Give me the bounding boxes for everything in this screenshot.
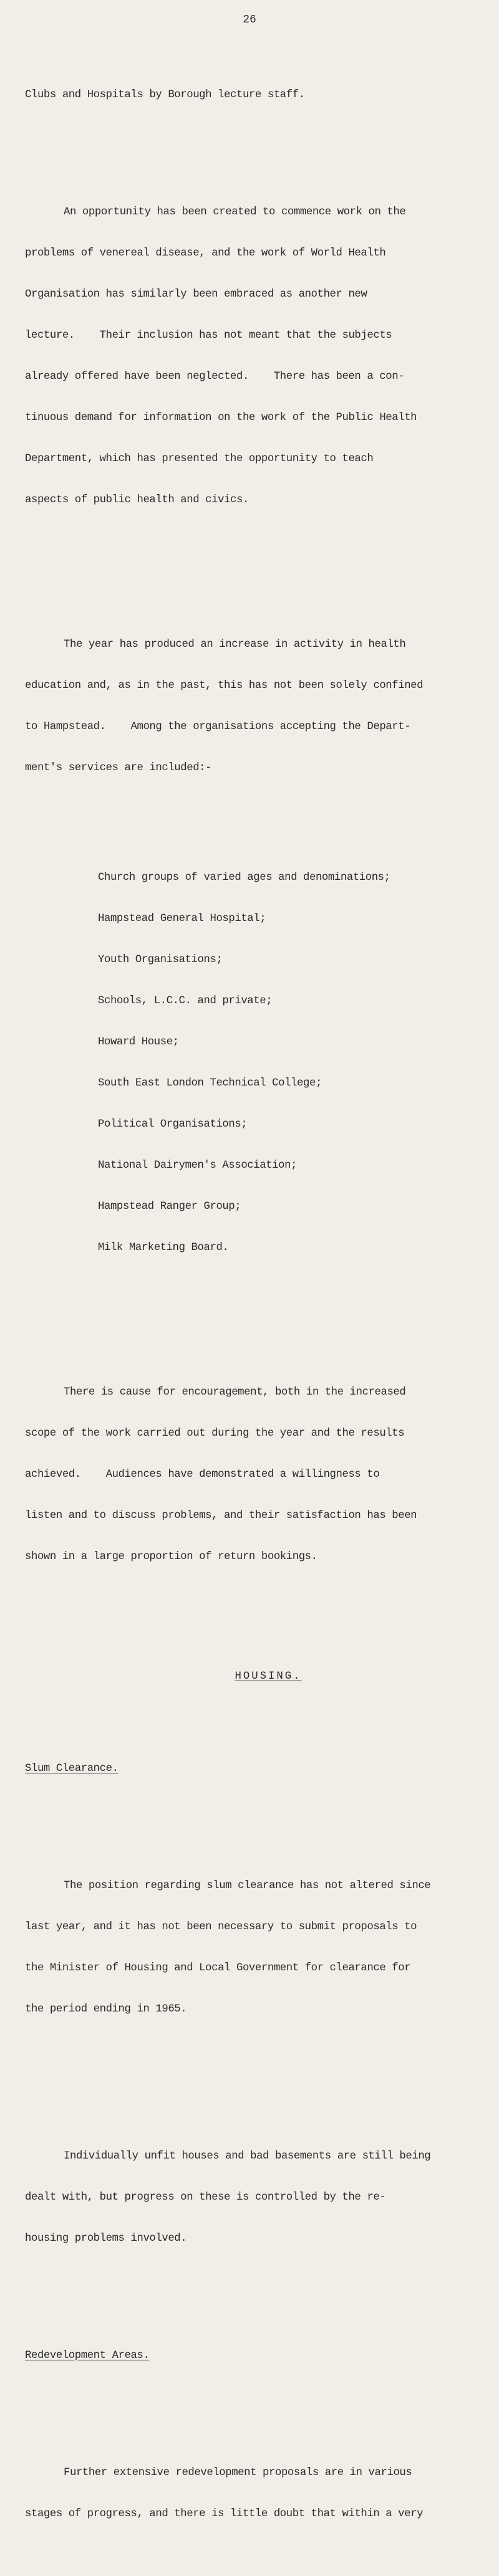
paragraph-line: Organisation has similarly been embraced as another new bbox=[25, 289, 367, 300]
list-item: Youth Organisations; bbox=[98, 954, 223, 966]
paragraph-line: Department, which has presented the opportunity to teach bbox=[25, 453, 374, 465]
list-item: Howard House; bbox=[98, 1036, 179, 1048]
paragraph-line: achieved. Audiences have demonstrated a willingness to bbox=[25, 1469, 380, 1481]
paragraph-redevelopment bbox=[25, 2439, 487, 2549]
paragraph-line: housing problems involved. bbox=[25, 2233, 187, 2244]
list-item: Schools, L.C.C. and private; bbox=[98, 995, 273, 1007]
paragraph-line: lecture. Their inclusion has not meant that the subjects bbox=[25, 330, 392, 341]
paragraph-line: tinuous demand for information on the work of the Public Health bbox=[25, 412, 417, 424]
paragraph-health-education bbox=[25, 611, 487, 803]
paragraph-unfit-houses bbox=[25, 2122, 487, 2273]
paragraph-venereal-disease bbox=[25, 178, 487, 535]
subheading-slum-clearance: Slum Clearance. bbox=[25, 1763, 119, 1775]
paragraph-line: last year, and it has not been necessary to submit proposals to bbox=[25, 1921, 417, 1933]
list-item: Hampstead General Hospital; bbox=[98, 913, 266, 925]
list-item: Hampstead Ranger Group; bbox=[98, 1201, 241, 1213]
paragraph-line: There is cause for encouragement, both in the increased bbox=[64, 1386, 406, 1398]
paragraph-line: education and, as in the past, this has not been solely confined bbox=[25, 680, 424, 692]
paragraph-line: dealt with, but progress on these is controlled by the re- bbox=[25, 2192, 386, 2203]
list-item: Church groups of varied ages and denominations; bbox=[98, 872, 390, 884]
paragraph-slum-clearance bbox=[25, 1852, 487, 2044]
list-item: National Dairymen's Association; bbox=[98, 1160, 298, 1171]
paragraph-line: The position regarding slum clearance has not altered since bbox=[64, 1880, 431, 1892]
paragraph-line: Individually unfit houses and bad basements are still being bbox=[64, 2150, 431, 2162]
subheading-redevelopment-areas: Redevelopment Areas. bbox=[25, 2350, 150, 2362]
paragraph-line: ment's services are included:- bbox=[25, 762, 212, 774]
paragraph-line: the period ending in 1965. bbox=[25, 2003, 187, 2015]
paragraph-line: scope of the work carried out during the year and the results bbox=[25, 1428, 405, 1439]
paragraph-line: stages of progress, and there is little doubt that within a very bbox=[25, 2508, 424, 2520]
paragraph-line: Further extensive redevelopment proposals are in various bbox=[64, 2467, 412, 2479]
intro-line: Clubs and Hospitals by Borough lecture staff. bbox=[25, 89, 305, 101]
page-number: 26 bbox=[243, 14, 256, 26]
paragraph-encouragement bbox=[25, 1358, 487, 1591]
paragraph-line: shown in a large proportion of return bookings. bbox=[25, 1551, 317, 1563]
paragraph-line: the Minister of Housing and Local Government for clearance for bbox=[25, 1962, 411, 1974]
paragraph-line: listen and to discuss problems, and their satisfaction has been bbox=[25, 1510, 417, 1522]
paragraph-line: aspects of public health and civics. bbox=[25, 494, 249, 506]
paragraph-line: An opportunity has been created to commence work on the bbox=[64, 206, 406, 218]
section-heading-housing: HOUSING. bbox=[235, 1671, 302, 1682]
paragraph-line: already offered have been neglected. There has been a con- bbox=[25, 371, 405, 383]
list-item: Milk Marketing Board. bbox=[98, 1242, 229, 1254]
list-item: Political Organisations; bbox=[98, 1119, 248, 1130]
page-content bbox=[25, 61, 487, 2576]
paragraph-line: problems of venereal disease, and the work of World Health bbox=[25, 247, 386, 259]
list-item: South East London Technical College; bbox=[98, 1077, 322, 1089]
paragraph-line: The year has produced an increase in activity in health bbox=[64, 639, 406, 651]
organisations-list bbox=[25, 844, 487, 1282]
paragraph-line: to Hampstead. Among the organisations accepting the Depart- bbox=[25, 721, 411, 733]
